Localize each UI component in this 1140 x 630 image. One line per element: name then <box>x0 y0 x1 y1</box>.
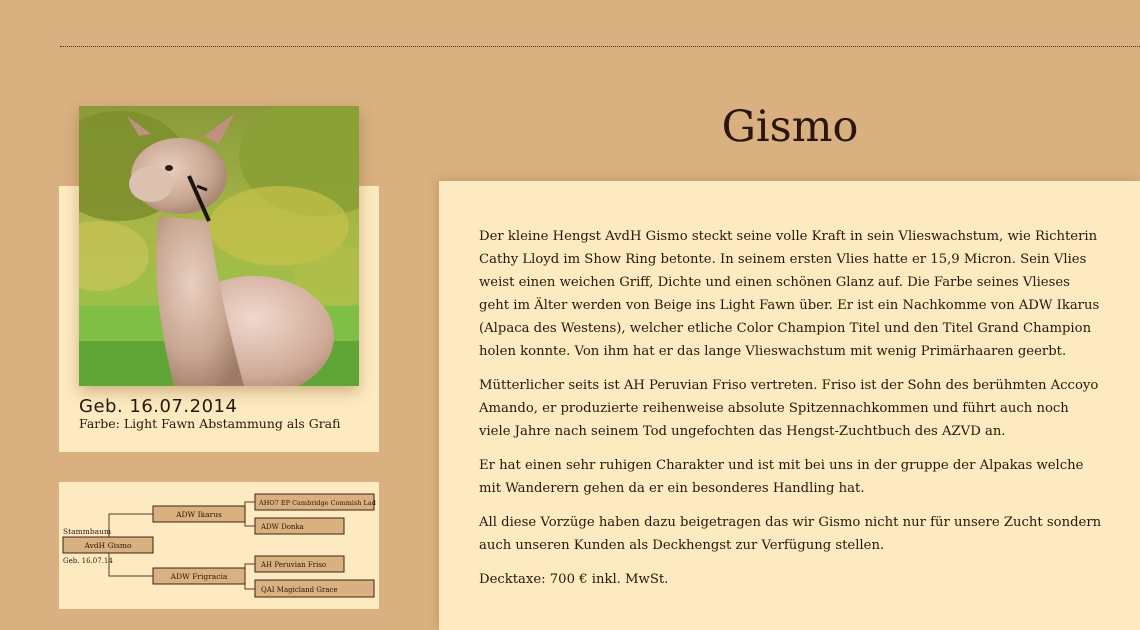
pedigree-sire-dam: ADW Donka <box>261 523 304 531</box>
pedigree-sire: ADW Ikarus <box>176 510 222 519</box>
pedigree-sire-sire: AHO7 EP Cambridge Commish Lad <box>259 499 376 507</box>
description-text <box>479 225 1104 602</box>
description-paragraph: Mütterlicher seits ist AH Peruvian Friso vertreten. Friso ist der Sohn des berühmten Accoyo Amando, er produzierte reihenweise absolute Spitzennachkommen und führt auch noch viele Jahre nach seinem Tod ungefochten das Hengst-Zuchtbuch des AZVD an. <box>479 378 1099 439</box>
description-paragraph: Der kleine Hengst AvdH Gismo steckt seine volle Kraft in sein Vlieswachstum, wie Richterin Cathy Lloyd im Show Ring betonte. In seinem ersten Vlies hatte er 15,9 Micron. Sein Vlies weist einen weichen Griff, Dichte und einen schönen Glanz auf. Die Farbe seines Vlieses geht im Älter werden von Beige ins Light Fawn über. Er ist ein Nachkomme von ADW Ikarus (Alpaca des Westens), welcher etliche Color Champion Titel und den Titel Grand Champion holen konnte. Von ihm hat er das lange Vlieswachstum mit wenig Primärhaaren geerbt. <box>479 229 1100 359</box>
stud-fee: Decktaxe: 700 € inkl. MwSt. <box>479 572 669 587</box>
pedigree-card[interactable] <box>59 482 379 609</box>
page-title: Gismo <box>721 102 859 152</box>
description-card <box>439 181 1140 630</box>
alpaca-image <box>79 106 359 386</box>
pedigree-subject-birth: Geb. 16.07.14 <box>63 557 113 565</box>
alpaca-photo[interactable] <box>79 106 359 386</box>
birth-date: Geb. 16.07.2014 <box>79 396 238 417</box>
pedigree-dam: ADW Frigracia <box>170 572 228 581</box>
pedigree-dam-sire: AH Peruvian Friso <box>261 561 327 569</box>
pedigree-dam-dam: QAI Magicland Grace <box>261 586 338 594</box>
color-lineage: Farbe: Light Fawn Abstammung als Grafi <box>79 416 341 431</box>
description-paragraph: All diese Vorzüge haben dazu beigetragen das wir Gismo nicht nur für unsere Zucht sondern auch unseren Kunden als Deckhengst zur Verfügung stellen. <box>479 515 1102 553</box>
pedigree-subject: AvdH Gismo <box>84 541 132 550</box>
pedigree-chart <box>59 482 379 609</box>
description-paragraph: Er hat einen sehr ruhigen Charakter und ist mit bei uns in der gruppe der Alpakas welche mit Wanderern gehen da er ein besonderes Handling hat. <box>479 458 1084 496</box>
pedigree-label: Stammbaum <box>63 527 112 536</box>
top-divider <box>60 46 1140 47</box>
